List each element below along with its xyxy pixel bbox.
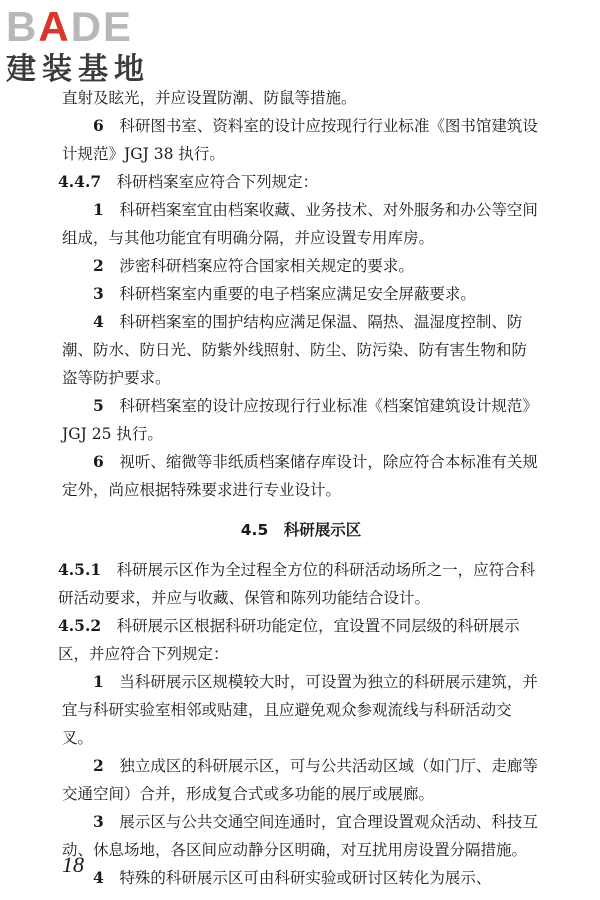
list-item <box>62 448 540 504</box>
item-number: 6 <box>93 116 104 135</box>
item-number: 5 <box>93 396 104 415</box>
item-number: 1 <box>93 672 104 691</box>
list-item <box>62 308 540 392</box>
list-item <box>62 864 540 892</box>
item-number: 2 <box>93 756 104 775</box>
list-item <box>62 252 540 280</box>
item-number: 1 <box>93 200 104 219</box>
list-item <box>62 196 540 252</box>
site-logo <box>6 4 176 90</box>
list-item <box>62 808 540 864</box>
clause-4-5-2 <box>58 612 540 668</box>
clause-4-5-1 <box>58 556 540 612</box>
item-text: 科研档案室的围护结构应满足保温、隔热、温湿度控制、防潮、防水、防日光、防紫外线照射、防尘、防污染、防有害生物和防盗等防护要求。 <box>62 313 528 387</box>
item-text: 科研档案室内重要的电子档案应满足安全屏蔽要求。 <box>119 285 476 303</box>
item-number: 3 <box>93 284 104 303</box>
clause-text: 科研档案室应符合下列规定： <box>116 173 319 191</box>
item-text: 特殊的科研展示区可由科研实验或研讨区转化为展示、 <box>119 869 492 887</box>
item-number: 2 <box>93 256 104 275</box>
item-text: 视听、缩微等非纸质档案储存库设计，除应符合本标准有关规定外，尚应根据特殊要求进行专业设计。 <box>62 453 538 499</box>
clause-text: 科研展示区作为全过程全方位的科研活动场所之一，应符合科研活动要求，并应与收藏、保管和陈列功能结合设计。 <box>58 561 536 607</box>
item-number: 6 <box>93 452 104 471</box>
list-item <box>62 280 540 308</box>
logo-subtitle: 建装基地 <box>6 52 150 87</box>
clause-4-4-7 <box>58 168 540 196</box>
list-item <box>62 392 540 448</box>
clause-number: 4.4.7 <box>58 172 102 191</box>
paragraph-continuation: 直射及眩光，并应设置防潮、防鼠等措施。 <box>62 89 357 107</box>
item-text: 科研档案室宜由档案收藏、业务技术、对外服务和办公等空间组成，与其他功能宜有明确分隔，并应设置专用库房。 <box>62 201 538 247</box>
item-text: 当科研展示区规模较大时，可设置为独立的科研展示建筑，并宜与科研实验室相邻或贴建，且应避免观众参观流线与科研活动交叉。 <box>62 673 538 747</box>
clause-number: 4.5.2 <box>58 616 102 635</box>
item-text: 独立成区的科研展示区，可与公共活动区域（如门厅、走廊等交通空间）合并，形成复合式或多功能的展厅或展廊。 <box>62 757 538 803</box>
document-body <box>58 84 540 892</box>
logo-wordmark <box>6 4 176 50</box>
item-text: 展示区与公共交通空间连通时，宜合理设置观众活动、科技互动、休息场地，各区间应动静分区明确，对互扰用房设置分隔措施。 <box>62 813 538 859</box>
page-number: 18 <box>62 852 84 877</box>
item-number: 3 <box>93 812 104 831</box>
item-number: 4 <box>93 868 104 887</box>
logo-letter-b: B <box>6 3 39 50</box>
item-text: 涉密科研档案应符合国家相关规定的要求。 <box>119 257 414 275</box>
item-number: 4 <box>93 312 104 331</box>
item-text: 科研图书室、资料室的设计应按现行行业标准《图书馆建筑设计规范》JGJ 38 执行。 <box>62 117 538 163</box>
section-title: 4.5 科研展示区 <box>240 521 362 539</box>
logo-letters-de: DE <box>70 3 134 50</box>
list-item <box>62 752 540 808</box>
list-item <box>62 112 540 168</box>
list-item <box>62 668 540 752</box>
logo-letter-a-accent: A <box>38 3 71 50</box>
clause-number: 4.5.1 <box>58 560 102 579</box>
item-text: 科研档案室的设计应按现行行业标准《档案馆建筑设计规范》JGJ 25 执行。 <box>62 397 538 443</box>
clause-text: 科研展示区根据科研功能定位，宜设置不同层级的科研展示区，并应符合下列规定： <box>58 617 520 663</box>
